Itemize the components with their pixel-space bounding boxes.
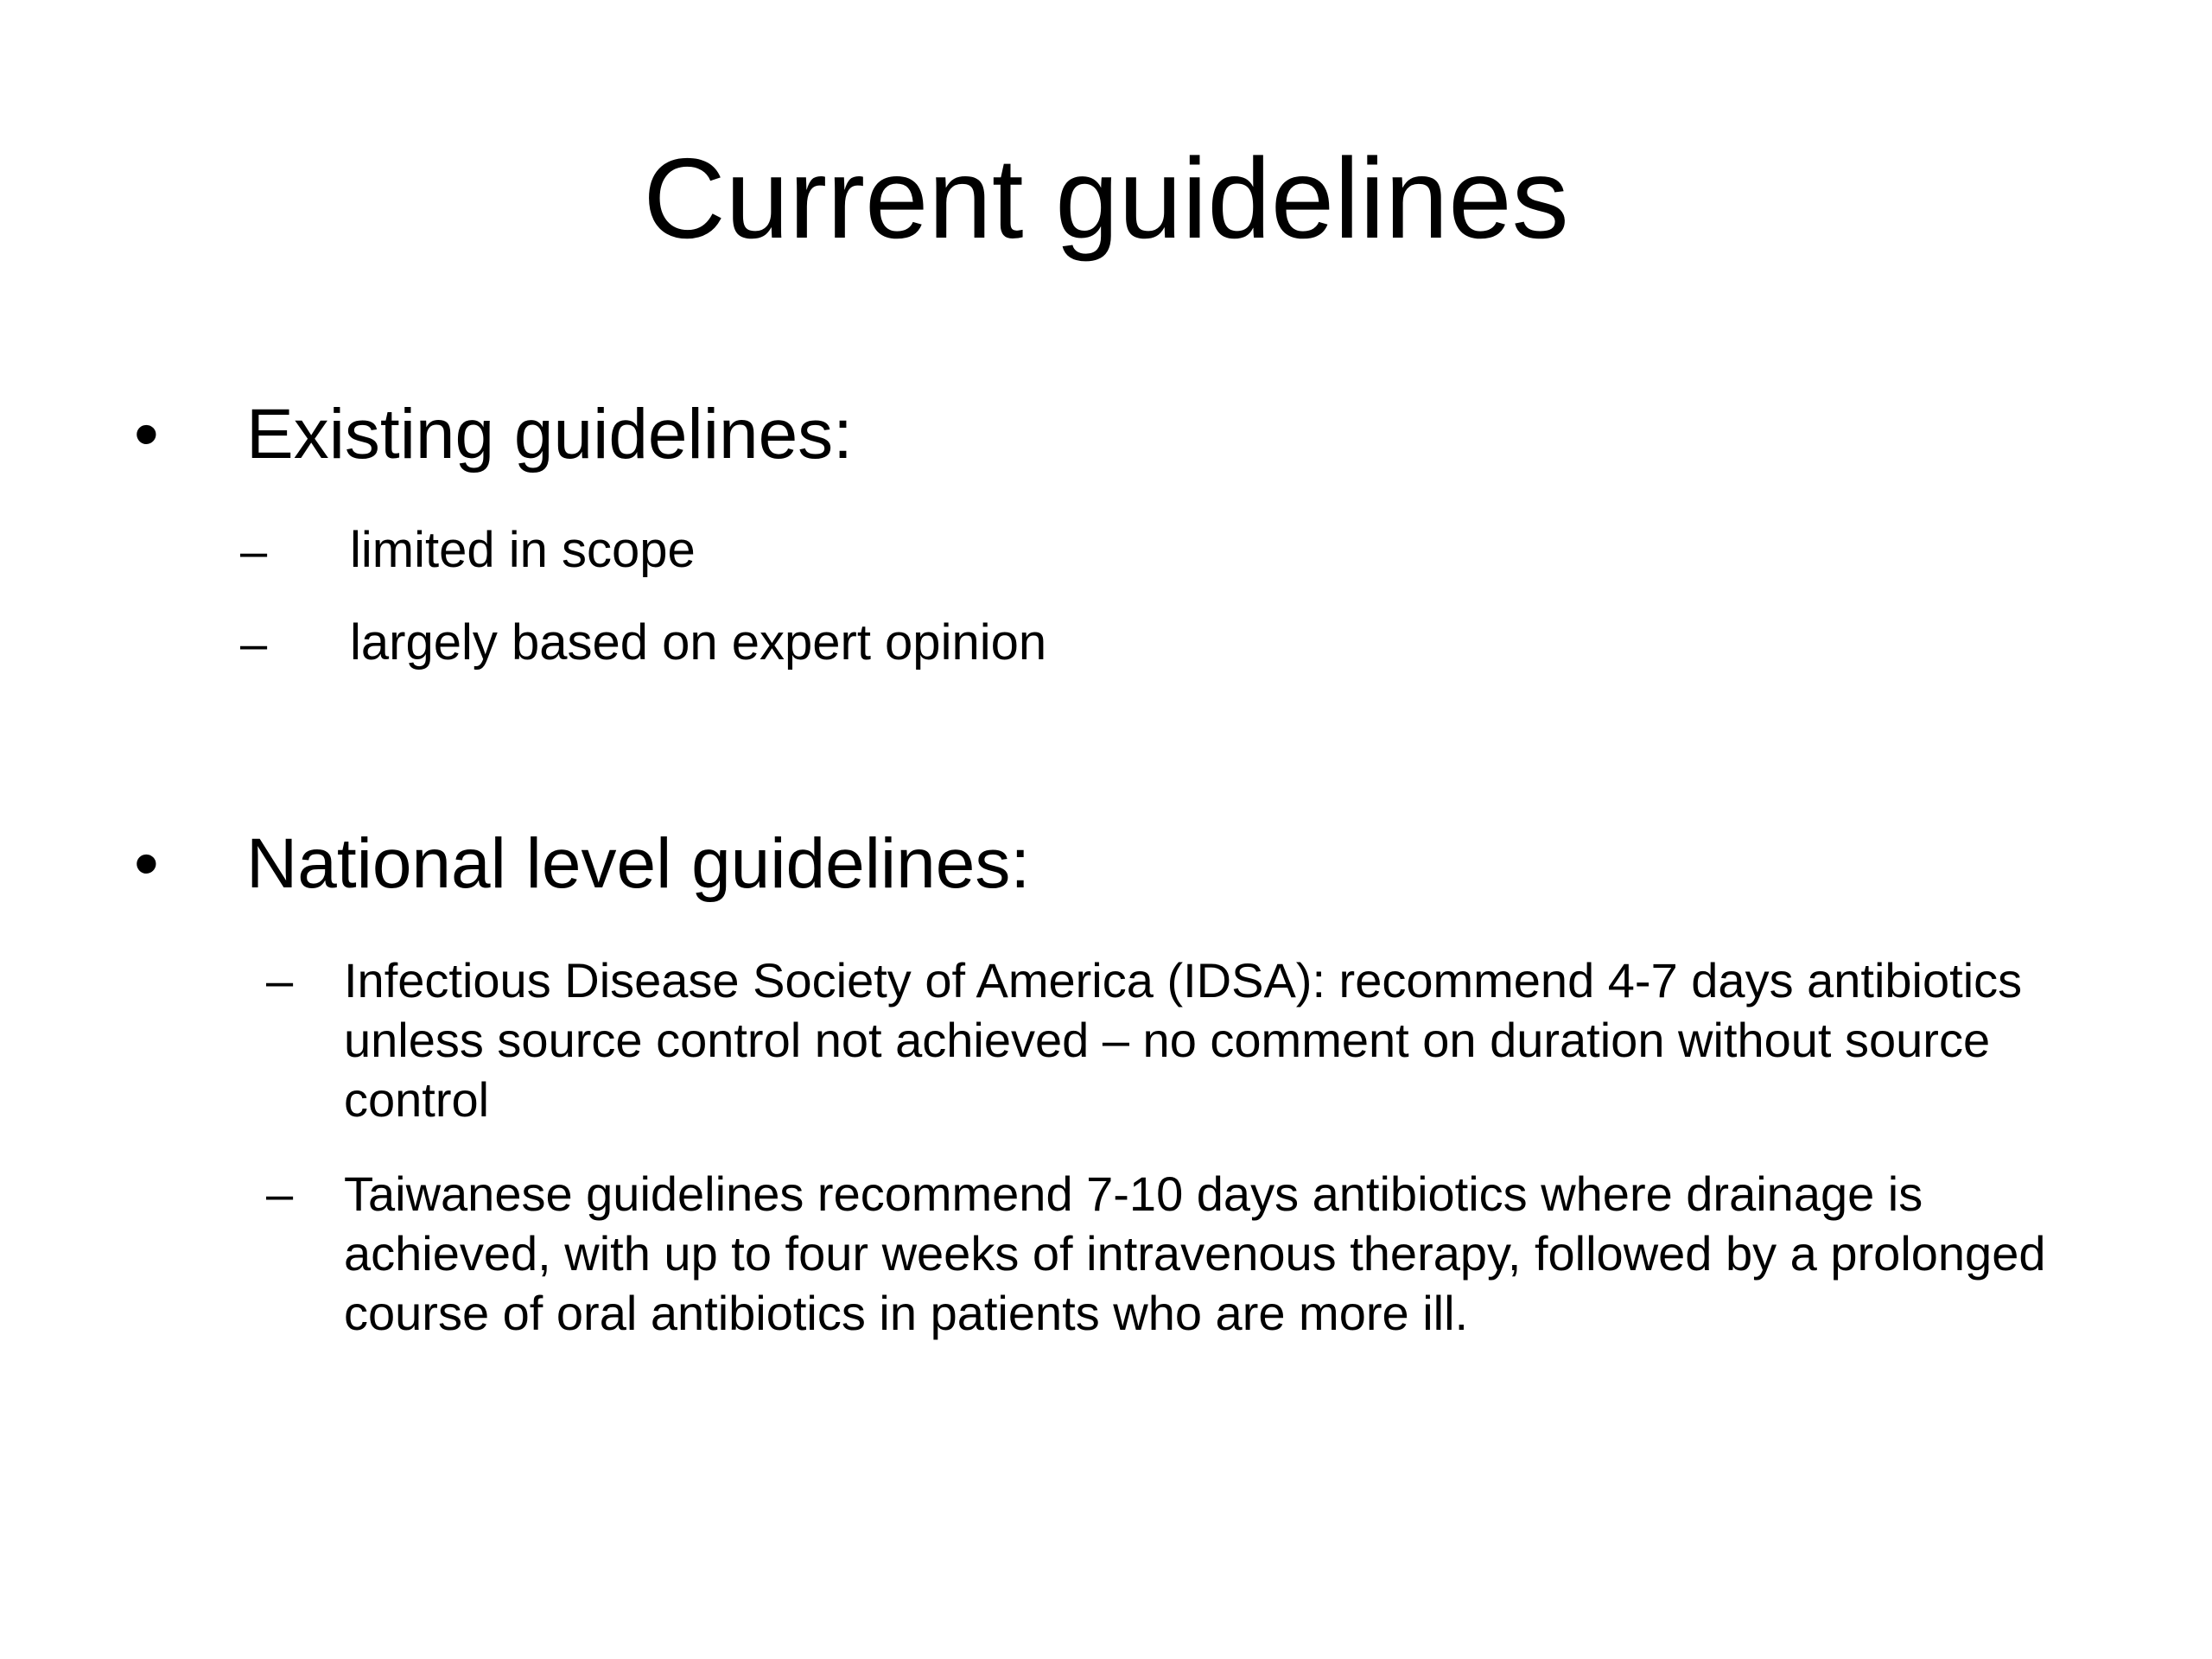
dash-icon: – <box>266 953 294 1007</box>
section-heading-national: National level guidelines: <box>246 824 1031 903</box>
list-item: Taiwanese guidelines recommend 7-10 days antibiotics where drainage is achieved, with up to four weeks of intravenous therapy, followed by a prolonged course of oral antibiotics in patients who are more ill. <box>344 1166 2046 1340</box>
list-item: largely based on expert opinion <box>350 614 1047 671</box>
dash-icon: – <box>240 524 268 578</box>
slide-title: Current guidelines <box>643 135 1569 262</box>
list-item: limited in scope <box>350 522 696 578</box>
dash-icon: – <box>266 1166 294 1221</box>
dash-icon: – <box>240 616 268 671</box>
bullet-icon: • <box>134 395 159 474</box>
section-heading-existing: Existing guidelines: <box>246 395 853 474</box>
list-item: Infectious Disease Society of America (IDSA): recommend 4-7 days antibiotics unless source control not achieved – no comment on duration without source control <box>344 953 2023 1127</box>
bullet-icon: • <box>134 824 159 903</box>
